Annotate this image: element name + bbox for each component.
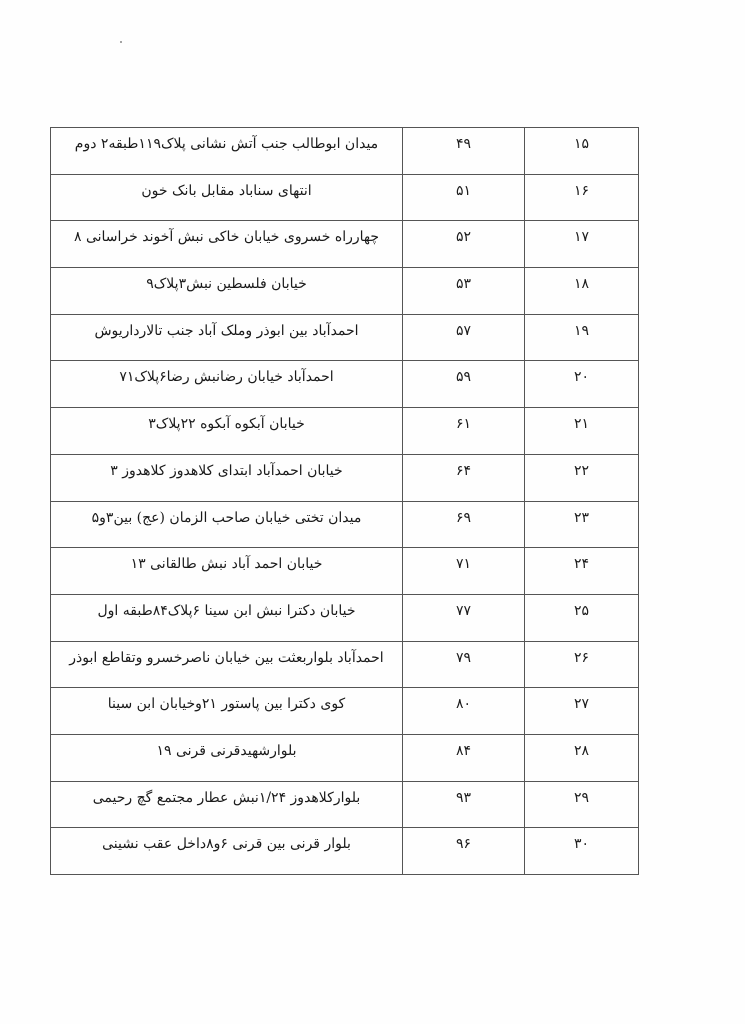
table-row: [51, 594, 639, 641]
number-cell: [403, 314, 525, 361]
number-cell-text: ۶۴: [455, 462, 472, 479]
table-row: [51, 781, 639, 828]
row-index-cell: [525, 501, 639, 548]
row-index-cell: [525, 641, 639, 688]
address-cell-text: میدان ابوطالب جنب آتش نشانی پلاک۱۱۹طبقه۲ دوم: [74, 136, 379, 152]
row-index-cell-text: ۲۱: [573, 416, 590, 433]
row-index-cell: [525, 734, 639, 781]
table-row: [51, 408, 639, 455]
number-cell: [403, 781, 525, 828]
number-cell-text: ۵۳: [455, 276, 472, 293]
number-cell: [403, 548, 525, 595]
address-cell: [51, 128, 403, 175]
address-cell-text: احمدآباد بلواربعثت بین خیابان ناصرخسرو وتقاطع ابوذر: [69, 649, 384, 666]
table-row: [51, 454, 639, 501]
table-row: [51, 828, 639, 875]
address-cell-text: میدان تختی خیابان صاحب الزمان (عج) بین۳و۵: [91, 509, 362, 526]
number-cell-text: ۹۶: [455, 836, 472, 853]
row-index-cell: [525, 361, 639, 408]
row-index-cell-text: ۱۶: [573, 182, 590, 199]
number-cell-text: ۸۴: [455, 742, 472, 759]
address-table-body: [51, 128, 639, 875]
address-cell: [51, 548, 403, 595]
address-cell: [51, 641, 403, 688]
number-cell-text: ۶۹: [455, 509, 472, 526]
row-index-cell-text: ۲۷: [573, 696, 590, 713]
row-index-cell-text: ۱۸: [573, 276, 590, 293]
address-cell: [51, 408, 403, 455]
row-index-cell: [525, 174, 639, 221]
table-row: [51, 641, 639, 688]
number-cell-text: ۹۳: [455, 789, 472, 806]
row-index-cell: [525, 408, 639, 455]
address-table: [50, 127, 639, 875]
table-row: [51, 314, 639, 361]
address-cell: [51, 828, 403, 875]
address-cell-text: بلوارشهیدقرنی قرنی ۱۹: [156, 742, 297, 759]
address-cell: [51, 781, 403, 828]
address-cell-text: خیابان دکترا نبش ابن سینا ۶پلاک۸۴طبقه اول: [97, 602, 356, 619]
row-index-cell: [525, 548, 639, 595]
number-cell: [403, 641, 525, 688]
address-cell-text: خیابان احمدآباد ابتدای کلاهدوز کلاهدوز ۳: [110, 462, 343, 479]
address-cell-text: خیابان احمد آباد نبش طالقانی ۱۳: [130, 556, 323, 573]
row-index-cell-text: ۱۷: [573, 229, 590, 246]
row-index-cell: [525, 828, 639, 875]
number-cell-text: ۴۹: [455, 136, 472, 152]
number-cell: [403, 501, 525, 548]
address-cell: [51, 314, 403, 361]
number-cell: [403, 268, 525, 315]
address-cell: [51, 688, 403, 735]
number-cell-text: ۵۱: [455, 182, 472, 199]
table-row: [51, 361, 639, 408]
number-cell: [403, 828, 525, 875]
address-cell: [51, 174, 403, 221]
row-index-cell-text: ۲۸: [573, 742, 590, 759]
number-cell-text: ۵۷: [455, 322, 472, 339]
row-index-cell: [525, 454, 639, 501]
address-cell: [51, 221, 403, 268]
address-cell: [51, 501, 403, 548]
row-index-cell: [525, 314, 639, 361]
row-index-cell: [525, 688, 639, 735]
number-cell: [403, 734, 525, 781]
table-row: [51, 268, 639, 315]
address-cell-text: بلوارکلاهدوز ۱/۲۴نبش عطار مجتمع گچ رحیمی: [92, 789, 361, 806]
number-cell-text: ۶۱: [455, 416, 472, 433]
row-index-cell-text: ۳۰: [573, 836, 590, 853]
number-cell: [403, 174, 525, 221]
row-index-cell-text: ۲۹: [573, 789, 590, 806]
address-cell: [51, 268, 403, 315]
number-cell-text: ۵۲: [455, 229, 472, 246]
address-cell-text: احمدآباد خیابان رضانبش رضا۶پلاک۷۱: [119, 369, 334, 386]
address-cell-text: چهارراه خسروی خیابان خاکی نبش آخوند خراسانی ۸: [73, 229, 380, 246]
table-row: [51, 221, 639, 268]
address-cell: [51, 594, 403, 641]
number-cell: [403, 454, 525, 501]
number-cell: [403, 128, 525, 175]
number-cell: [403, 361, 525, 408]
row-index-cell: [525, 128, 639, 175]
row-index-cell-text: ۱۹: [573, 322, 590, 339]
number-cell-text: ۸۰: [455, 696, 472, 713]
table-row: [51, 548, 639, 595]
table-row: [51, 501, 639, 548]
row-index-cell-text: ۲۳: [573, 509, 590, 526]
table-row: [51, 128, 639, 175]
address-cell-text: بلوار قرنی بین قرنی ۶و۸داخل عقب نشینی: [102, 836, 351, 853]
row-index-cell-text: ۲۲: [573, 462, 590, 479]
row-index-cell-text: ۲۰: [573, 369, 590, 386]
address-cell-text: خیابان فلسطین نبش۳پلاک۹: [146, 276, 307, 293]
row-index-cell: [525, 781, 639, 828]
row-index-cell-text: ۱۵: [573, 136, 590, 152]
number-cell: [403, 408, 525, 455]
number-cell-text: ۵۹: [455, 369, 472, 386]
address-cell-text: کوی دکترا بین پاستور ۲۱وخیابان ابن سینا: [107, 696, 346, 713]
address-cell: [51, 734, 403, 781]
row-index-cell-text: ۲۵: [573, 602, 590, 619]
scan-speck: [120, 41, 122, 43]
number-cell: [403, 688, 525, 735]
number-cell-text: ۷۹: [455, 649, 472, 666]
table-row: [51, 734, 639, 781]
row-index-cell: [525, 594, 639, 641]
number-cell-text: ۷۱: [455, 556, 472, 573]
address-cell: [51, 454, 403, 501]
number-cell: [403, 594, 525, 641]
address-cell-text: احمدآباد بین ابوذر وملک آباد جنب تالارداریوش: [94, 322, 359, 339]
row-index-cell: [525, 221, 639, 268]
address-cell-text: انتهای سناباد مقابل بانک خون: [141, 182, 312, 199]
address-cell: [51, 361, 403, 408]
table-row: [51, 688, 639, 735]
number-cell: [403, 221, 525, 268]
row-index-cell-text: ۲۴: [573, 556, 590, 573]
row-index-cell-text: ۲۶: [573, 649, 590, 666]
number-cell-text: ۷۷: [455, 602, 472, 619]
address-cell-text: خیابان آبکوه آبکوه ۲۲پلاک۳: [148, 416, 305, 433]
table-row: [51, 174, 639, 221]
row-index-cell: [525, 268, 639, 315]
